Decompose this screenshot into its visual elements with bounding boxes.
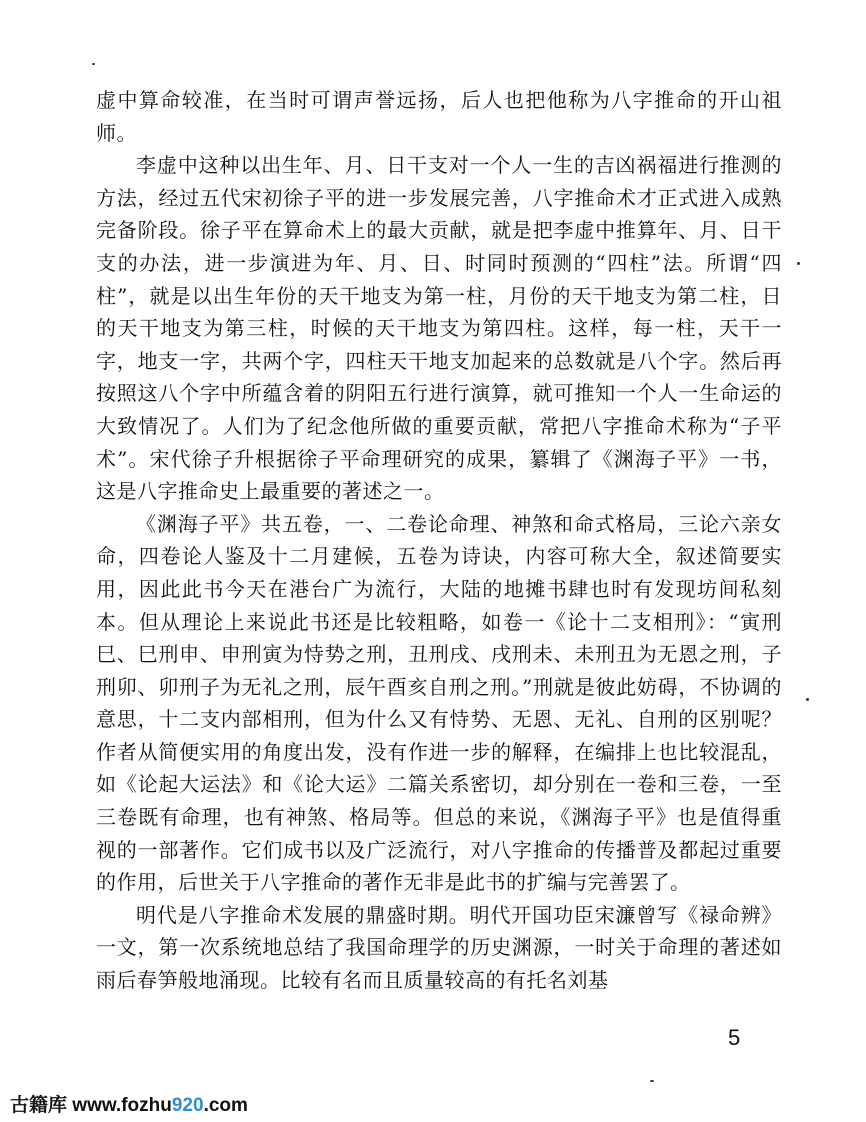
page-number: 5 [728, 1025, 741, 1050]
paragraph-continuation: 虚中算命较准，在当时可谓声誉远扬，后人也把他称为八字推命的开山祖师。 [96, 88, 782, 145]
paragraph-ming-dynasty: 明代是八字推命术发展的鼎盛时期。明代开国功臣宋濂曾写《禄命辨》一文，第一次系统地总结了我国命理学的历史渊源，一时关于命理的著述如雨后春笋般地涌现。比较有名而且质量较高的有托名刘基 [96, 902, 782, 993]
watermark-url-prefix: www.fozhu [72, 1095, 172, 1116]
watermark-site-name: 古籍库 [10, 1095, 68, 1116]
scan-speck [806, 698, 809, 701]
scan-speck [92, 63, 95, 65]
watermark-url-number: 920 [171, 1095, 204, 1116]
paragraph-yuanhai-ziping: 《渊海子平》共五卷，一、二卷论命理、神煞和命式格局，三论六亲女命，四卷论人鉴及十二月建候，五卷为诗诀，内容可称大全，叙述简要实用，因此此书今天在港台广为流行，大陆的地摊书肆也时有发现坊间私刻本。但从理论上来说此书还是比较粗略，如卷一《论十二支相刑》：“寅刑巳、巳刑申、申刑寅为恃势之刑，丑刑戌、戌刑未、未刑丑为无恩之刑，子刑卯、卯刑子为无礼之刑，辰午酉亥自刑之刑。”刑就是彼此妨碍，不协调的意思，十二支内部相刑，但为什么又有恃势、无恩、无礼、自刑的区别呢？作者从简便实用的角度出发，没有作进一步的解释，在编排上也比较混乱，如《论起大运法》和《论大运》二篇关系密切，却分别在一卷和三卷，一至三卷既有命理，也有神煞、格局等。但总的来说，《渊海子平》也是值得重视的一部著作。它们成书以及广泛流行，对八字推命的传播普及都起过重要的作用，后世关于八字推命的著作无非是此书的扩编与完善罢了。 [96, 511, 782, 895]
watermark-url-suffix: .com [203, 1095, 248, 1116]
scan-speck [797, 262, 800, 265]
paragraph-li-xuzhong-method: 李虚中这种以出生年、月、日干支对一个人一生的吉凶祸福进行推测的方法，经过五代宋初徐子平的进一步发展完善，八字推命术才正式进入成熟完备阶段。徐子平在算命术上的最大贡献，就是把李虚中推算年、月、日干支的办法，进一步演进为年、月、日、时同时预测的“四柱”法。所谓“四柱”，就是以出生年份的天干地支为第一柱，月份的天干地支为第二柱，日的天干地支为第三柱，时候的天干地支为第四柱。这样，每一柱，天干一字，地支一字，共两个字，四柱天干地支加起来的总数就是八个字。然后再按照这八个字中所蕴含着的阴阳五行进行演算，就可推知一个人一生命运的大致情况了。人们为了纪念他所做的重要贡献，常把八字推命术称为“子平术”。宋代徐子升根据徐子平命理研究的成果，纂辑了《渊海子平》一书，这是八字推命史上最重要的著述之一。 [96, 153, 782, 504]
scan-speck [650, 1080, 654, 1082]
body-text [96, 84, 782, 997]
watermark [10, 1090, 248, 1117]
